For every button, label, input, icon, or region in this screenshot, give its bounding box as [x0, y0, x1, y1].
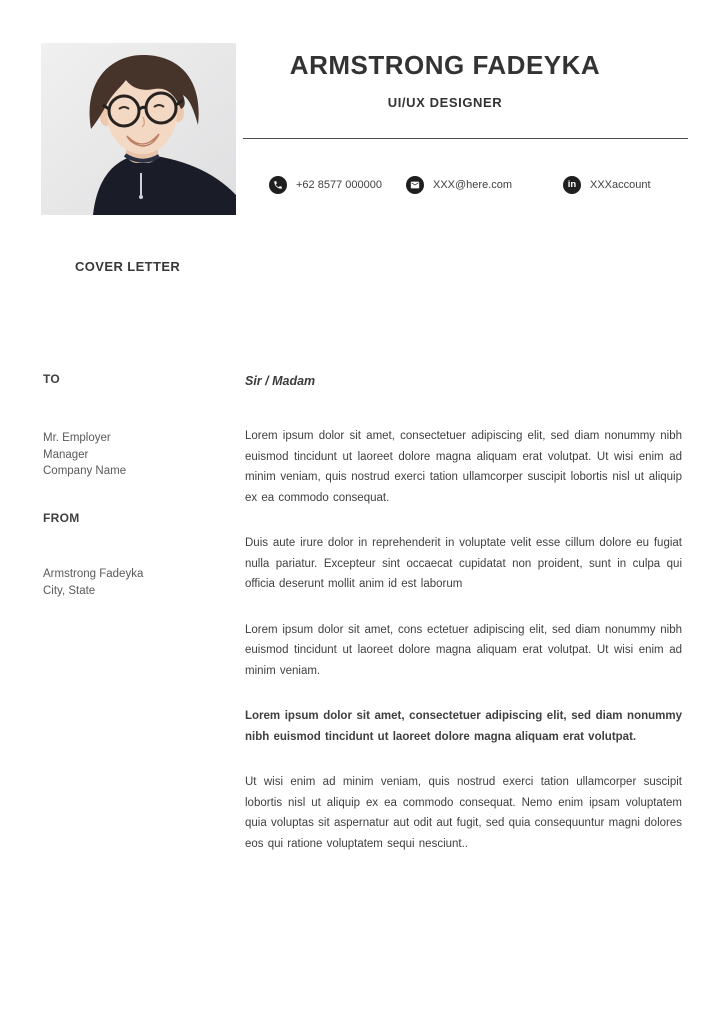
email-icon: [406, 176, 424, 194]
contact-linkedin[interactable]: [563, 176, 651, 194]
contact-email[interactable]: [406, 176, 512, 194]
sender-name: Armstrong Fadeyka: [43, 568, 144, 580]
recipient-name: Mr. Employer: [43, 432, 111, 444]
profile-photo-illustration: [41, 43, 236, 215]
profile-photo: [41, 43, 236, 215]
from-label: FROM: [43, 511, 80, 525]
letter-paragraph: Lorem ipsum dolor sit amet, cons ectetuer adipiscing elit, sed diam nonummy nibh euismod tincidunt ut laoreet dolore magna aliquam erat volutpat. Ut wisi enim ad minim veniam.: [245, 623, 682, 677]
cover-letter-heading: COVER LETTER: [75, 259, 181, 274]
recipient-role: Manager: [43, 448, 89, 461]
phone-icon: [269, 176, 287, 194]
job-title: UI/UX DESIGNER: [387, 95, 503, 110]
letter-paragraph-emphasized: Lorem ipsum dolor sit amet, consectetuer adipiscing elit, sed diam nonummy nibh euismod tincidunt ut laoreet dolore magna aliquam erat volutpat.: [245, 710, 682, 743]
sender-location: City, State: [43, 584, 96, 597]
recipient-company: Company Name: [43, 465, 127, 477]
to-label: TO: [43, 372, 61, 386]
contact-phone[interactable]: [269, 176, 382, 194]
recipient-address: [43, 430, 126, 480]
phone-number: +62 8577 000000: [296, 179, 382, 191]
letter-paragraph: Ut wisi enim ad minim veniam, quis nostrud exerci tation ullamcorper suscipit lobortis nisl ut aliquip ex ea commodo consequat. Nemo enim ipsam voluptatem quia voluptas sit aspernatur aut odit aut fugit, sed quia consequuntur magni dolores eos qui ratione voluptatem sequi nesciunt..: [245, 776, 682, 850]
letter-body: [245, 374, 682, 879]
header-divider: [243, 138, 688, 139]
page-title: ARMSTRONG FADEYKA: [289, 50, 601, 80]
header: [245, 50, 645, 110]
letter-paragraph: Lorem ipsum dolor sit amet, consectetuer adipiscing elit, sed diam nonummy nibh euismod tincidunt ut laoreet dolore magna aliquam erat volutpat. Ut wisi enim ad minim veniam, quis nostrud exerci tation ullamcorper suscipit lobortis nisl ut aliquip ex ea commodo consequat.: [245, 430, 682, 504]
sender-address: [43, 566, 143, 599]
linkedin-icon: in: [563, 176, 581, 194]
letter-paragraph: Duis aute irure dolor in reprehenderit in voluptate velit esse cillum dolore eu fugiat nulla pariatur. Excepteur sint occaecat cupidatat non proident, sunt in culpa qui officia deserunt mollit anim id est laborum: [245, 537, 682, 590]
linkedin-account: XXXaccount: [590, 179, 651, 191]
email-address: XXX@here.com: [433, 179, 513, 191]
salutation: Sir / Madam: [245, 374, 316, 388]
